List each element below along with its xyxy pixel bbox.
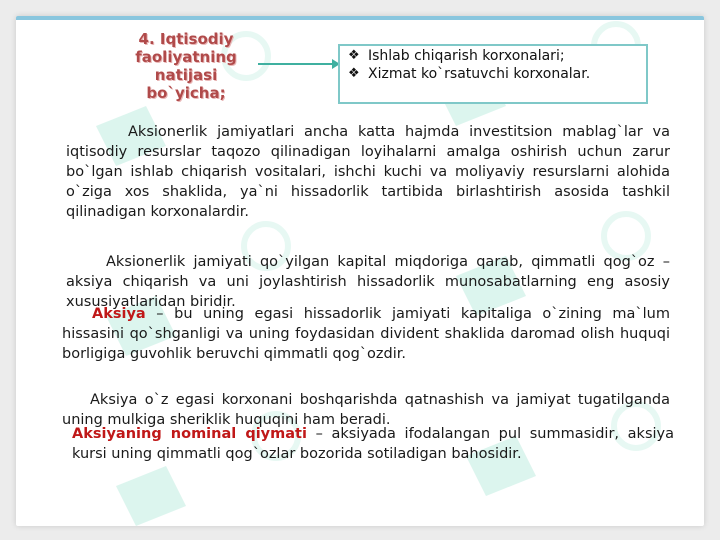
term-aksiya: Aksiya (92, 306, 146, 322)
list-item (346, 65, 640, 83)
diamond-bullet-icon: ❖ (348, 66, 360, 81)
heading-line-4: bo`yicha; (146, 84, 226, 102)
term-nominal-value: Aksiyaning nominal qiymati (72, 426, 307, 442)
list-item (346, 47, 640, 65)
paragraph-definition: Aksionerlik jamiyatlari ancha katta hajmda investitsion mablag`lar va iqtisodiy resurslar taqozo qilinadigan loyihalarni amalga oshirish uchun zarur bo`lgan ishlab chiqarish vositalari, ishchi kuchi va moliyaviy resurslarni alohida o`ziga xos shaklida, ya`ni hissadorlik tartibida birlashtirish asosida tashkil qilinadigan korxonalardir. (66, 124, 670, 220)
list-item-label: Xizmat ko`rsatuvchi korxonalar. (368, 66, 591, 82)
heading-line-2: faoliyatning (135, 48, 237, 66)
paragraph-nominal-value (72, 424, 674, 464)
paragraph-capital: Aksionerlik jamiyati qo`yilgan kapital miqdoriga qarab, qimmatli qog`oz –aksiya chiqarish va uni joylashtirish hissadorlik munosabatlarning eng asosiy xususiyatlaridan biridir. (66, 254, 670, 310)
top-accent-bar (16, 16, 704, 20)
list-item-label: Ishlab chiqarish korxonalari; (368, 48, 565, 64)
classification-list (346, 47, 640, 83)
arrow-connector-icon (256, 56, 342, 72)
paragraph-aksiya (62, 304, 670, 364)
classification-box (338, 44, 648, 104)
heading-line-3: natijasi (154, 66, 218, 84)
slide (16, 16, 704, 526)
aksiya-definition: – bu uning egasi hissadorlik jamiyati kapitaliga o`zining ma`lum hissasini qo`shganligi va uning foydasidan divident shaklida daromad olish huquqi borligiga guvohlik beruvchi qimmatli qog`ozdir. (62, 306, 670, 362)
heading-line-1: 4. Iqtisodiy (138, 30, 234, 48)
nominal-value-definition: – aksiyada ifodalangan pul summasidir, aksiya kursi uning qimmatli qog`ozlar bozorida sotiladigan bahosidir. (72, 426, 674, 462)
section-heading (96, 30, 276, 102)
diamond-bullet-icon: ❖ (348, 48, 360, 63)
paragraph-rights: Aksiya o`z egasi korxonani boshqarishda qatnashish va jamiyat tugatilganda uning mulkiga sheriklik huquqini ham beradi. (62, 392, 670, 428)
